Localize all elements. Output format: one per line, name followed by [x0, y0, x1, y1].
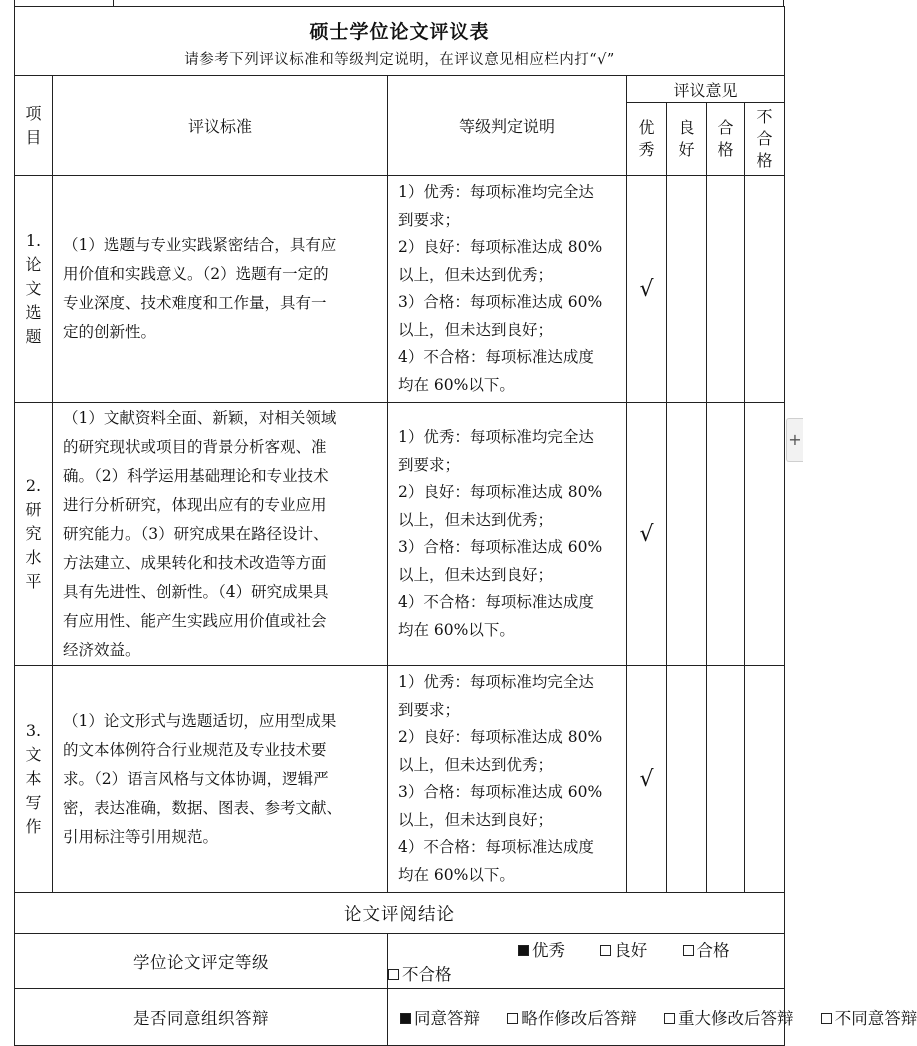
grade-label: 学位论文评定等级 — [15, 934, 388, 989]
evaluation-table — [14, 6, 917, 1046]
row-criteria: （1）选题与专业实践紧密结合，具有应 用价值和实践意义。（2）选题有一定的 专业深度、技术难度和工作量，具有一 定的创新性。 — [53, 176, 388, 403]
rating-cell-good[interactable] — [667, 666, 707, 893]
grade-option-excellent[interactable]: 优秀 — [518, 937, 565, 961]
checkbox-icon — [600, 945, 611, 956]
header-criteria: 评议标准 — [53, 76, 388, 176]
row-item-label: 1. 论 文 选 题 — [15, 176, 53, 403]
row-level-description: 1）优秀：每项标准均完全达 到要求； 2）良好：每项标准达成 80% 以上，但未达到优秀； 3）合格：每项标准达成 60% 以上，但未达到良好； 4）不合格：每项标准达成度 均在 60%以下。 — [388, 176, 627, 403]
rating-cell-good[interactable] — [667, 403, 707, 666]
side-expand-tab[interactable] — [786, 418, 803, 462]
rating-cell-excellent[interactable]: √ — [627, 176, 667, 403]
header-item: 项 目 — [15, 76, 53, 176]
checkbox-icon — [507, 1013, 518, 1024]
checkbox-icon — [821, 1013, 832, 1024]
row-criteria: （1）论文形式与选题适切，应用型成果 的文本体例符合行业规范及专业技术要 求。（2）语言风格与文体协调，逻辑严 密，表达准确，数据、图表、参考文献、 引用标注等引用规范。 — [53, 666, 388, 893]
checkbox-icon — [388, 969, 399, 980]
table-row — [15, 666, 785, 893]
defense-option-minor-revision[interactable]: 略作修改后答辩 — [507, 1005, 637, 1029]
row-level-description: 1）优秀：每项标准均完全达 到要求； 2）良好：每项标准达成 80% 以上，但未达到优秀； 3）合格：每项标准达成 60% 以上，但未达到良好； 4）不合格：每项标准达成度 均在 60%以下。 — [388, 403, 627, 666]
rating-cell-fail[interactable] — [745, 403, 785, 666]
rating-cell-pass[interactable] — [707, 176, 745, 403]
form-title: 硕士学位论文评议表 — [309, 21, 490, 43]
conclusion-heading: 论文评阅结论 — [15, 893, 785, 934]
form-title-cell — [15, 7, 785, 76]
grade-options — [388, 934, 785, 989]
header-rating-excellent: 优 秀 — [627, 103, 667, 176]
defense-option-disagree[interactable]: 不同意答辩 — [821, 1005, 917, 1029]
rating-cell-pass[interactable] — [707, 666, 745, 893]
rating-cell-excellent[interactable]: √ — [627, 403, 667, 666]
rating-cell-fail[interactable] — [745, 176, 785, 403]
row-item-label: 2. 研 究 水 平 — [15, 403, 53, 666]
header-levels: 等级判定说明 — [388, 76, 627, 176]
row-criteria: （1）文献资料全面、新颖，对相关领域 的研究现状或项目的背景分析客观、准 确。（2）科学运用基础理论和专业技术 进行分析研究，体现出应有的专业应用 研究能力。（3）研究成果在路径设计、 方法建立、成果转化和技术改造等方面 具有先进性、创新性。（4）研究成果具 有应用性、能产生实践应用价值或社会 经济效益。 — [53, 403, 388, 666]
grade-option-fail[interactable]: 不合格 — [388, 961, 452, 985]
defense-label: 是否同意组织答辩 — [15, 989, 388, 1046]
plus-icon: + — [788, 430, 802, 449]
table-row — [15, 176, 785, 403]
checkbox-icon — [664, 1013, 675, 1024]
checkbox-icon — [683, 945, 694, 956]
checkbox-filled-icon — [400, 1013, 411, 1024]
rating-cell-excellent[interactable]: √ — [627, 666, 667, 893]
checkbox-filled-icon — [518, 945, 529, 956]
header-rating-good: 良 好 — [667, 103, 707, 176]
form-instruction: 请参考下列评议标准和等级判定说明，在评议意见相应栏内打“√” — [184, 52, 615, 68]
header-rating-fail: 不 合 格 — [745, 103, 785, 176]
defense-option-agree[interactable]: 同意答辩 — [400, 1005, 480, 1029]
grade-option-pass[interactable]: 合格 — [683, 937, 730, 961]
defense-option-major-revision[interactable]: 重大修改后答辩 — [664, 1005, 794, 1029]
row-item-label: 3. 文 本 写 作 — [15, 666, 53, 893]
rating-cell-good[interactable] — [667, 176, 707, 403]
defense-options — [388, 989, 917, 1046]
rating-cell-fail[interactable] — [745, 666, 785, 893]
rating-cell-pass[interactable] — [707, 403, 745, 666]
header-rating-pass: 合 格 — [707, 103, 745, 176]
header-opinion: 评议意见 — [627, 76, 785, 103]
table-row — [15, 403, 785, 666]
row-level-description: 1）优秀：每项标准均完全达 到要求； 2）良好：每项标准达成 80% 以上，但未达到优秀； 3）合格：每项标准达成 60% 以上，但未达到良好； 4）不合格：每项标准达成度 均在 60%以下。 — [388, 666, 627, 893]
grade-option-good[interactable]: 良好 — [600, 937, 647, 961]
